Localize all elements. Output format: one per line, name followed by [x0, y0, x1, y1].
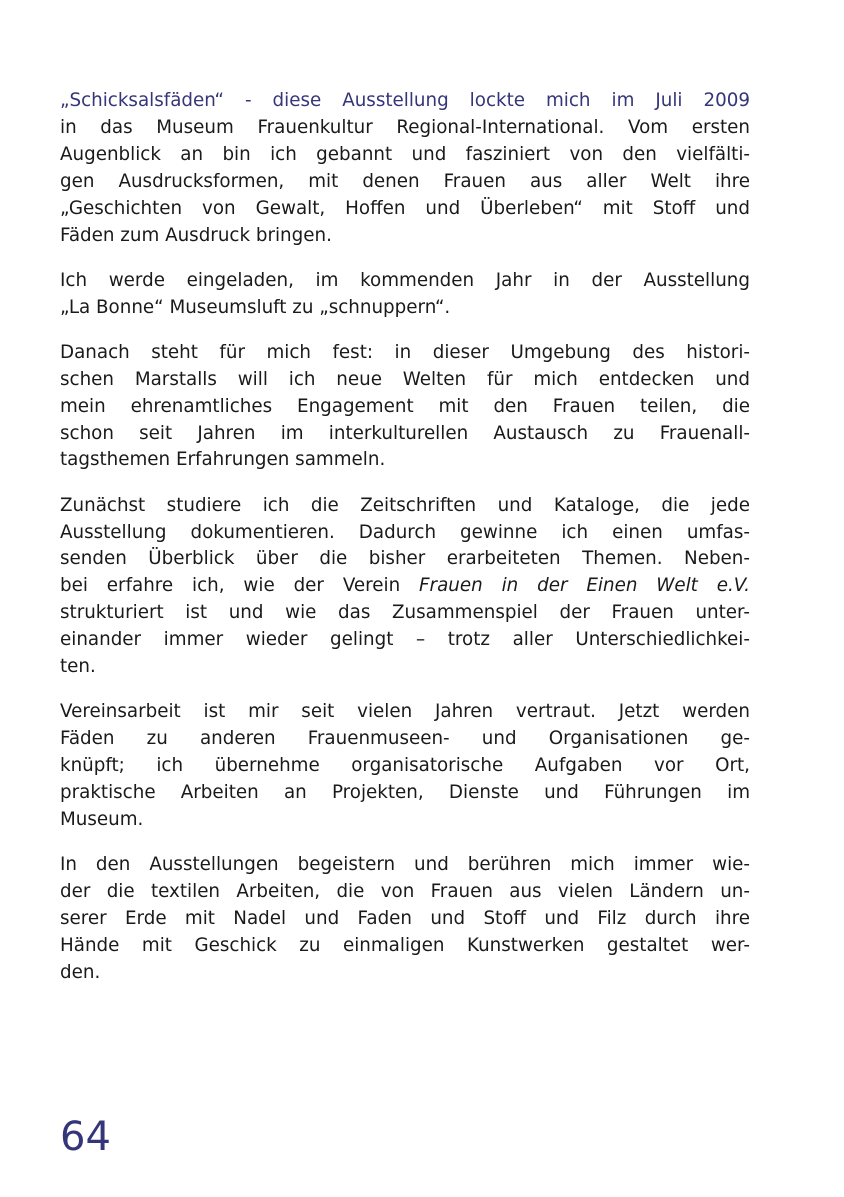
text-line: „La Bonne“ Museumsluft zu „schnuppern“. [60, 296, 451, 318]
text-line: schon seit Jahren im interkulturellen Austausch zu Frauenall- [60, 422, 750, 444]
text-line: Zunächst studiere ich die Zeitschriften und Kataloge, die jede [60, 494, 750, 516]
text-line: serer Erde mit Nadel und Faden und Stoff und Filz durch ihre [60, 907, 750, 929]
text-line: In den Ausstellungen begeistern und berühren mich immer wie- [60, 854, 750, 876]
paragraph-3 [60, 340, 750, 475]
text-line: der die textilen Arbeiten, die von Frauen aus vielen Ländern un- [60, 881, 750, 903]
text-line: „Geschichten von Gewalt, Hoffen und Überleben“ mit Stoff und [60, 197, 750, 219]
text-line: Ausstellung dokumentieren. Dadurch gewinne ich einen umfas- [60, 521, 750, 543]
text-line: einander immer wieder gelingt – trotz aller Unterschiedlichkei- [60, 629, 750, 651]
text-line: „Schicksalsfäden“ - diese Ausstellung lockte mich im Juli 2009 [60, 90, 750, 111]
paragraph-5 [60, 699, 750, 834]
text-line: praktische Arbeiten an Projekten, Dienste und Führungen im [60, 782, 750, 804]
page-number: 64 [60, 1114, 111, 1160]
association-name: Frauen in der Einen Welt e.V. [419, 575, 750, 597]
text-line: senden Überblick über die bisher erarbeiteten Themen. Neben- [60, 548, 750, 570]
text-line: Fäden zu anderen Frauenmuseen- und Organisationen ge- [60, 728, 750, 750]
text-line: Fäden zum Ausdruck bringen. [60, 224, 332, 246]
paragraph-4 [60, 493, 750, 681]
text-line: gen Ausdrucksformen, mit denen Frauen aus aller Welt ihre [60, 170, 750, 192]
text-line: Vereinsarbeit ist mir seit vielen Jahren vertraut. Jetzt werden [60, 701, 750, 723]
text-line: tagsthemen Erfahrungen sammeln. [60, 449, 386, 471]
text-line [60, 573, 750, 600]
paragraph-6 [60, 852, 750, 987]
text-line: Danach steht für mich fest: in dieser Umgebung des histori- [60, 341, 750, 363]
text-line: Ich werde eingeladen, im kommenden Jahr in der Ausstellung [60, 269, 750, 291]
text-line: Hände mit Geschick zu einmaligen Kunstwerken gestaltet wer- [60, 934, 750, 956]
text-line: schen Marstalls will ich neue Welten für mich entdecken und [60, 368, 750, 390]
text-line: strukturiert ist und wie das Zusammenspiel der Frauen unter- [60, 602, 750, 624]
text-line: Museum. [60, 808, 144, 830]
text-line: den. [60, 961, 101, 983]
text-line: in das Museum Frauenkultur Regional-International. Vom ersten [60, 116, 750, 138]
text-run: bei erfahre ich, wie der Verein [60, 575, 420, 597]
paragraph-1 [60, 88, 750, 249]
text-line: mein ehrenamtliches Engagement mit den Frauen teilen, die [60, 395, 750, 417]
paragraph-2 [60, 268, 750, 322]
text-line: ten. [60, 656, 96, 678]
body-text [60, 88, 750, 998]
text-line: Augenblick an bin ich gebannt und fasziniert von den vielfälti- [60, 143, 750, 165]
text-line: knüpft; ich übernehme organisatorische Aufgaben vor Ort, [60, 755, 750, 777]
